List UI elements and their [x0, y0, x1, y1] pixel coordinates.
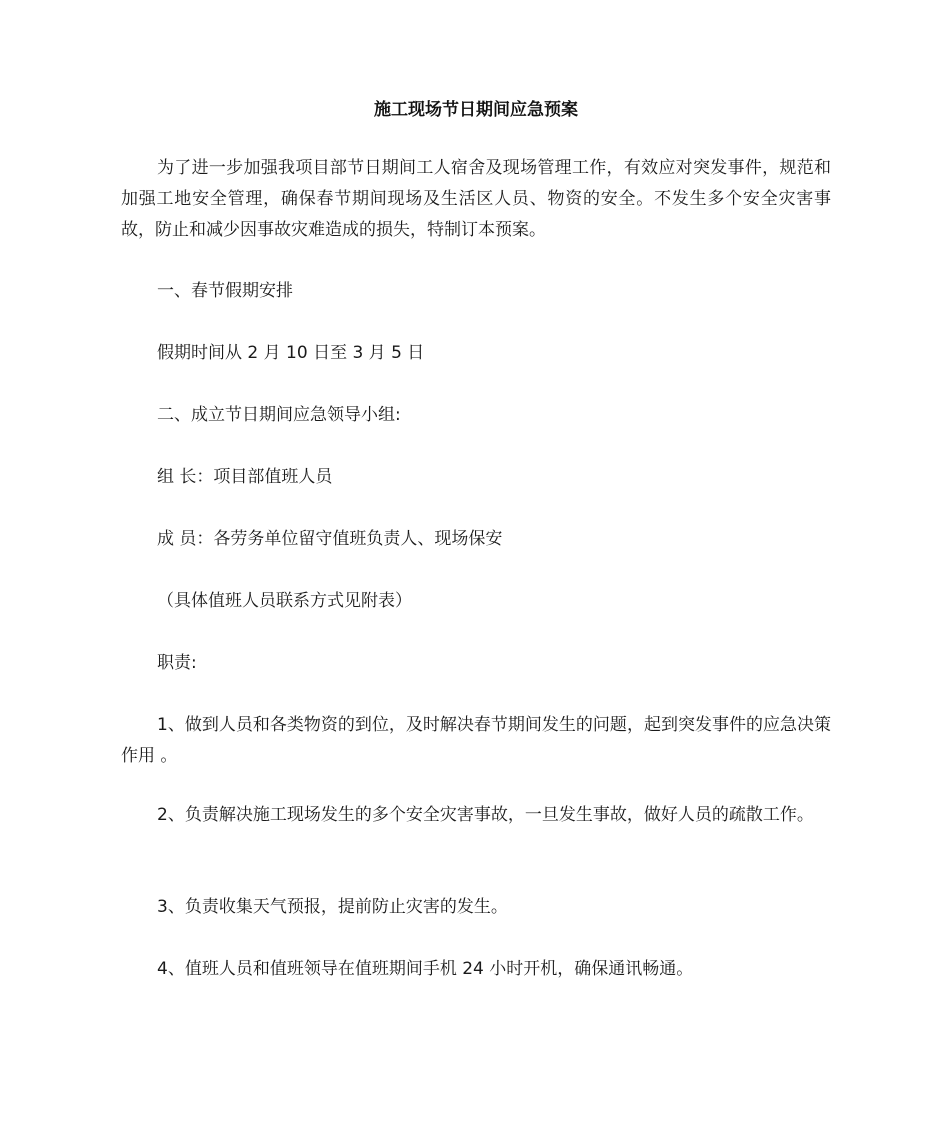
duties-heading: 职责:: [157, 653, 197, 673]
section-heading-leadership-group: 二、成立节日期间应急领导小组:: [157, 405, 401, 425]
intro-paragraph: 为了进一步加强我项目部节日期间工人宿舍及现场管理工作，有效应对突发事件，规范和加强工地安全管理，确保春节期间现场及生活区人员、物资的安全。不发生多个安全灾害事故，防止和减少因事故灾难造成的损失，特制订本预案。: [121, 158, 831, 240]
holiday-time-paragraph: 假期时间从 2 月 10 日至 3 月 5 日: [157, 343, 425, 363]
duty-item-1: 1、做到人员和各类物资的到位，及时解决春节期间发生的问题，起到突发事件的应急决策作用 。: [121, 715, 831, 766]
duty-item-3: 3、负责收集天气预报，提前防止灾害的发生。: [157, 897, 508, 917]
contact-note-line: （具体值班人员联系方式见附表）: [157, 591, 412, 611]
document-title: 施工现场节日期间应急预案: [374, 100, 578, 120]
duty-item-4: 4、值班人员和值班领导在值班期间手机 24 小时开机，确保通讯畅通。: [157, 959, 694, 979]
group-leader-line: 组 长：项目部值班人员: [157, 467, 333, 487]
group-members-line: 成 员：各劳务单位留守值班负责人、现场保安: [157, 529, 503, 549]
duty-item-2: 2、负责解决施工现场发生的多个安全灾害事故，一旦发生事故，做好人员的疏散工作。: [157, 805, 814, 825]
section-heading-holiday: 一、春节假期安排: [157, 281, 293, 301]
document-page: [121, 0, 831, 1129]
